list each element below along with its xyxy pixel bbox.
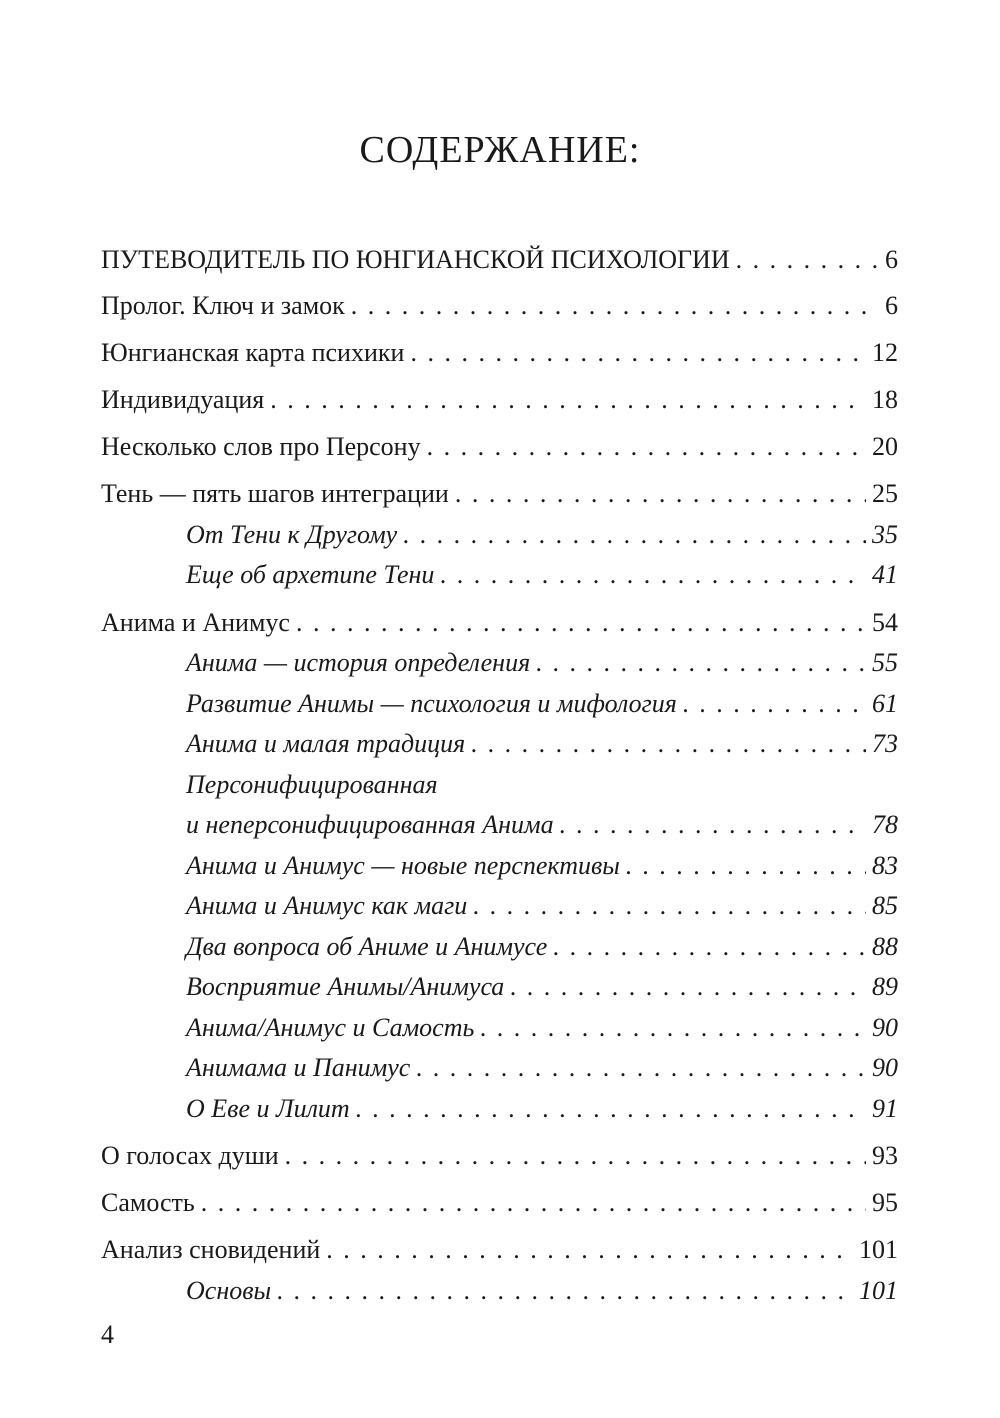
toc-subentry[interactable] [186,1012,898,1044]
dot-leader [427,431,866,463]
toc-entry-page: 41 [872,560,898,589]
toc-entry-label: Юнгианская карта психики [101,338,405,367]
dot-leader [553,931,866,963]
toc-entry-page: 83 [872,851,898,880]
toc-entry-label: Восприятие Анимы/Анимуса [186,972,505,1001]
toc-entry-label: Анима и Анимус как маги [186,891,468,920]
dot-leader [285,1140,866,1172]
page-title: СОДЕРЖАНИЕ: [359,129,641,171]
toc-entry[interactable] [101,607,898,639]
toc-entry-label: Индивидуация [101,385,265,414]
toc-entry-label: Тень — пять шагов интеграции [101,479,449,508]
toc-subentry[interactable] [186,1275,898,1307]
dot-leader [326,1234,853,1266]
toc-entry-page: 90 [872,1013,898,1042]
dot-leader [201,1187,866,1219]
toc-entry-label: Анима — история определения [186,648,531,677]
toc-entry[interactable] [101,1187,898,1219]
toc-entry-label: О Еве и Лилит [186,1094,350,1123]
toc-entry-label: От Тени к Другому [186,520,398,549]
toc-entry[interactable] [101,244,898,276]
dot-leader [683,688,866,720]
toc-subentry[interactable] [186,519,898,551]
dot-leader [471,728,866,760]
toc-entry-page: 18 [872,385,898,414]
dot-leader [410,337,866,369]
toc-entry-label: Анима и малая традиция [186,729,466,758]
toc-subentry[interactable] [186,890,898,922]
toc-entry-page: 55 [872,648,898,677]
toc-entry-page: 54 [872,608,898,637]
dot-leader [356,1093,866,1125]
toc-entry-page: 101 [859,1276,898,1305]
toc-entry-label: Анима и Анимус [101,608,290,637]
toc-entry-label: Еще об архетипе Тени [186,560,435,589]
toc-entry-label: Основы [186,1276,272,1305]
toc-entry-label: Анима/Анимус и Самость [186,1013,475,1042]
toc-entry-label: Несколько слов про Персону [101,432,421,461]
toc-entry-label: Самость [101,1188,195,1217]
dot-leader [351,290,879,322]
toc-subentry[interactable] [186,688,898,720]
toc-entry-page: 6 [885,245,898,274]
toc-entry-page: 61 [872,689,898,718]
dot-leader [416,1052,866,1084]
toc-entry-page: 93 [872,1141,898,1170]
toc-entry-label: Пролог. Ключ и замок [101,291,345,320]
toc-entry-label: Анализ сновидений [101,1235,321,1264]
toc-entry-page: 90 [872,1053,898,1082]
toc-entry-page: 89 [872,972,898,1001]
toc-entry-page: 25 [872,479,898,508]
dot-leader [296,607,866,639]
toc-entry-page: 35 [872,520,898,549]
toc-entry[interactable] [101,1140,898,1172]
dot-leader [560,809,866,841]
toc-subentry[interactable] [186,559,898,591]
toc-entry[interactable] [101,431,898,463]
page-number: 4 [101,1320,114,1349]
dot-leader [440,559,866,591]
toc-entry-page: 85 [872,891,898,920]
toc-entry-page: 95 [872,1188,898,1217]
toc-subentry[interactable] [186,971,898,1003]
dot-leader [473,890,866,922]
toc-entry[interactable] [101,337,898,369]
dot-leader [736,244,879,276]
toc-subentry-first-line[interactable]: Персонифицированная [186,770,438,799]
toc-entry-page: 78 [872,810,898,839]
toc-entry[interactable] [101,290,898,322]
toc-entry[interactable] [101,1234,898,1266]
toc-subentry[interactable] [186,1052,898,1084]
toc-entry-label: ПУТЕВОДИТЕЛЬ ПО ЮНГИАНСКОЙ ПСИХОЛОГИИ [101,245,730,274]
toc-entry-label: Два вопроса об Аниме и Анимусе [186,932,548,961]
toc-entry-label: О голосах души [101,1141,279,1170]
toc-subentry[interactable] [186,809,898,841]
toc-subentry[interactable] [186,1093,898,1125]
dot-leader [536,647,866,679]
dot-leader [510,971,866,1003]
toc-subentry[interactable] [186,728,898,760]
toc-entry-page: 101 [859,1235,898,1264]
dot-leader [455,478,866,510]
toc-entry-page: 20 [872,432,898,461]
toc-entry-page: 73 [872,729,898,758]
toc-entry-page: 91 [872,1094,898,1123]
toc-entry-label: Анима и Анимус — новые перспективы [186,851,620,880]
dot-leader [403,519,866,551]
dot-leader [277,1275,853,1307]
toc-entry-page: 88 [872,932,898,961]
toc-entry-label: Развитие Анимы — психология и мифология [186,689,677,718]
dot-leader [626,850,866,882]
toc-entry-page: 6 [885,291,898,320]
toc-subentry[interactable] [186,850,898,882]
toc-subentry[interactable] [186,931,898,963]
toc-entry-page: 12 [872,338,898,367]
toc-entry[interactable] [101,384,898,416]
toc-subentry[interactable] [186,647,898,679]
toc-entry-label: и неперсонифицированная Анима [186,810,554,839]
toc-entry[interactable] [101,478,898,510]
dot-leader [270,384,866,416]
dot-leader [480,1012,866,1044]
toc-entry-label: Анимама и Панимус [186,1053,411,1082]
